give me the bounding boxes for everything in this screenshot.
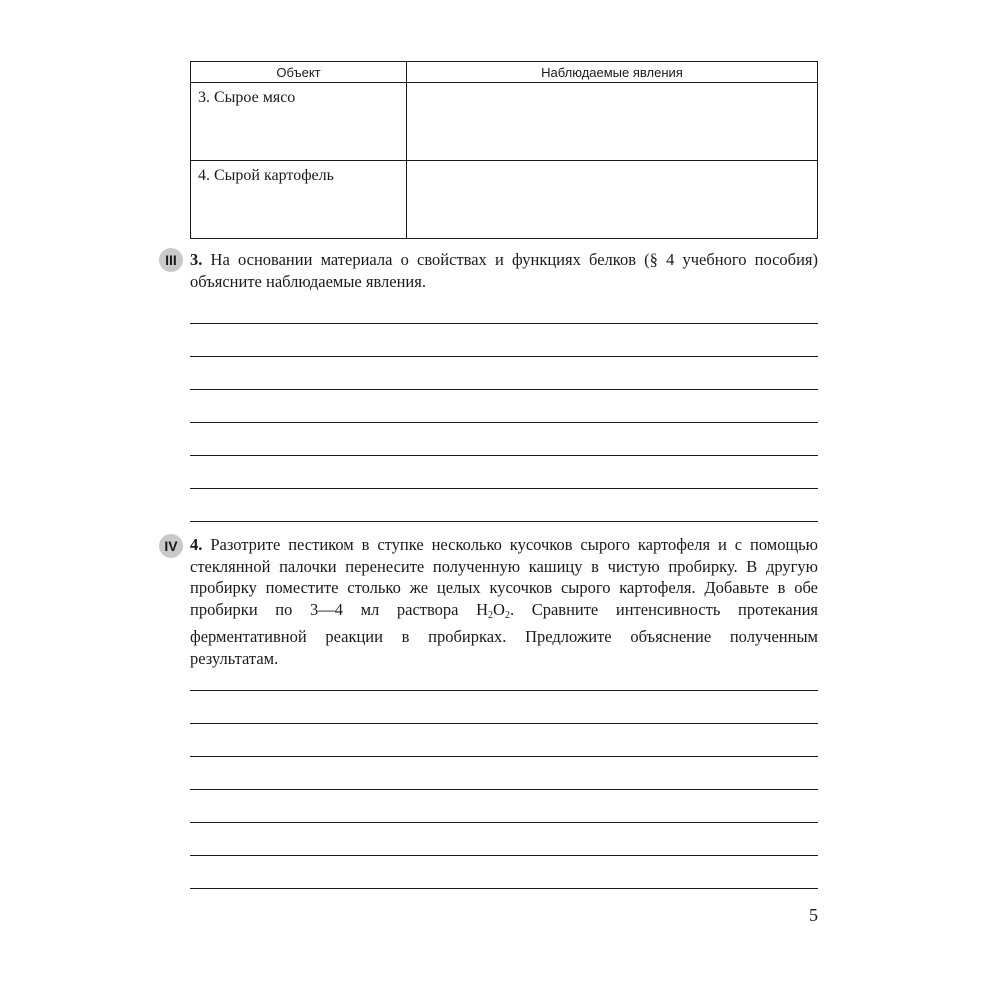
level-badge-iv: IV bbox=[159, 534, 183, 558]
answer-line[interactable] bbox=[190, 756, 818, 757]
answer-line[interactable] bbox=[190, 323, 818, 324]
phenomena-answer-cell[interactable] bbox=[407, 161, 818, 239]
formula-subscript: 2 bbox=[488, 609, 494, 621]
object-label: 4. Сырой картофель bbox=[198, 167, 334, 184]
column-header-object: Объект bbox=[191, 62, 407, 83]
task-4-body-end: . Сравните интенсивность протекания ферментативной реакции в пробирках. Предложите объяснение полученным результатам. bbox=[190, 599, 818, 668]
answer-line[interactable] bbox=[190, 521, 818, 522]
answer-line[interactable] bbox=[190, 488, 818, 489]
answer-line[interactable] bbox=[190, 888, 818, 889]
object-cell bbox=[191, 83, 407, 161]
object-cell bbox=[191, 161, 407, 239]
answer-line[interactable] bbox=[190, 690, 818, 691]
task-3-text bbox=[190, 249, 818, 292]
table-row bbox=[191, 161, 818, 239]
table-row bbox=[191, 83, 818, 161]
answer-line[interactable] bbox=[190, 422, 818, 423]
formula-element: O bbox=[493, 599, 505, 619]
answer-line[interactable] bbox=[190, 723, 818, 724]
task-3-body: На основании материала о свойствах и функциях белков (§ 4 учебного пособия) объясните наблюдаемые явления. bbox=[190, 250, 818, 291]
answer-line[interactable] bbox=[190, 389, 818, 390]
task-4-number: 4. bbox=[190, 535, 203, 554]
object-label: 3. Сырое мясо bbox=[198, 89, 296, 106]
phenomena-answer-cell[interactable] bbox=[407, 83, 818, 161]
task-4-body: Разотрите пестиком в ступке несколько кусочков сырого картофеля и с помощью стеклянной палочки перенесите полученную кашицу в чистую пробирку. В другую пробирку поместите столько же целых кусочков сырого картофеля. Добавьте в обе пробирки по 3—4 мл раствора H bbox=[190, 535, 819, 619]
level-badge-iii: III bbox=[159, 248, 183, 272]
answer-line[interactable] bbox=[190, 356, 818, 357]
task-3-number: 3. bbox=[190, 250, 203, 269]
answer-line[interactable] bbox=[190, 455, 818, 456]
observation-table bbox=[190, 61, 818, 239]
column-header-phenomena: Наблюдаемые явления bbox=[407, 62, 818, 83]
table-header-row bbox=[191, 62, 818, 83]
page-number: 5 bbox=[809, 905, 818, 925]
task-4-text bbox=[190, 534, 818, 669]
answer-line[interactable] bbox=[190, 855, 818, 856]
formula-subscript: 2 bbox=[504, 609, 510, 621]
answer-line[interactable] bbox=[190, 789, 818, 790]
answer-line[interactable] bbox=[190, 822, 818, 823]
